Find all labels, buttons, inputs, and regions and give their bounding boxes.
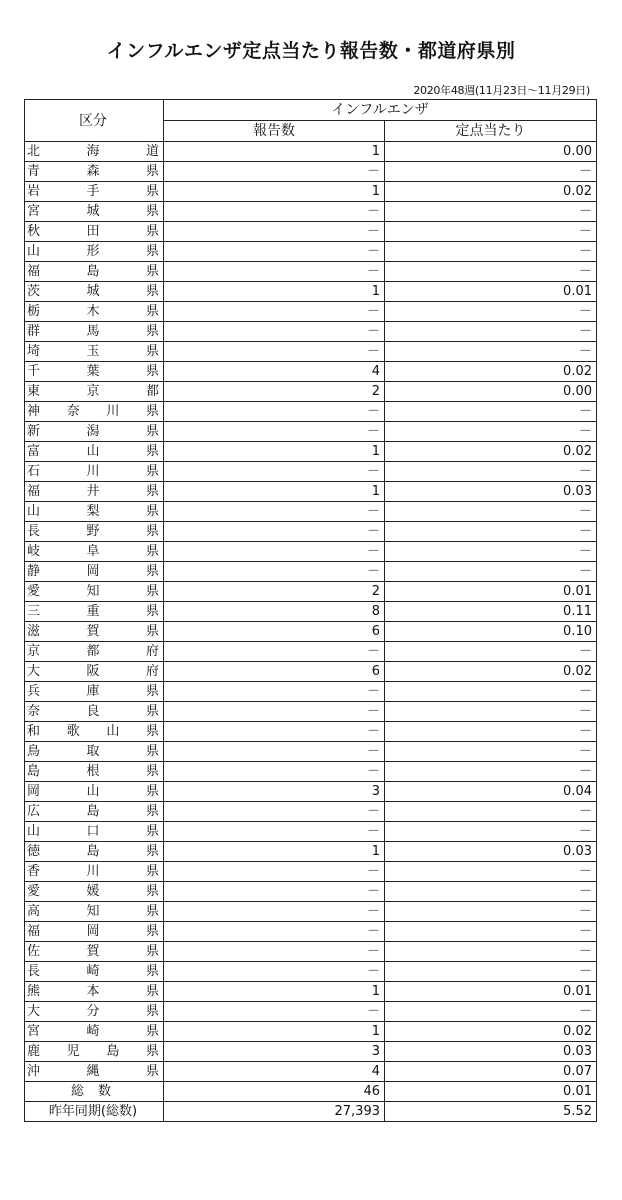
table-row xyxy=(25,562,597,582)
prefecture-name: 茨 城 県 xyxy=(25,282,164,302)
table-row xyxy=(25,422,597,442)
per-site-value: － xyxy=(385,722,597,742)
report-count: － xyxy=(164,422,385,442)
table-row xyxy=(25,522,597,542)
report-count: － xyxy=(164,702,385,722)
per-site-value: 0.01 xyxy=(385,582,597,602)
table-row xyxy=(25,762,597,782)
report-count: 8 xyxy=(164,602,385,622)
per-site-value: － xyxy=(385,402,597,422)
report-count: － xyxy=(164,322,385,342)
per-site-value: 0.02 xyxy=(385,182,597,202)
table-row xyxy=(25,282,597,302)
prefecture-name: 岩 手 県 xyxy=(25,182,164,202)
prefecture-name: 群 馬 県 xyxy=(25,322,164,342)
per-site-value: 0.00 xyxy=(385,382,597,402)
header-row-1 xyxy=(25,100,597,121)
header-per-site: 定点当たり xyxy=(385,121,597,142)
per-site-value: － xyxy=(385,242,597,262)
table-row xyxy=(25,782,597,802)
report-count: － xyxy=(164,302,385,322)
per-site-value: － xyxy=(385,682,597,702)
report-count: 1 xyxy=(164,982,385,1002)
table-row xyxy=(25,622,597,642)
prefecture-name: 青 森 県 xyxy=(25,162,164,182)
table-row xyxy=(25,902,597,922)
prefecture-name: 福 岡 県 xyxy=(25,922,164,942)
report-count: 1 xyxy=(164,282,385,302)
report-count: 1 xyxy=(164,182,385,202)
per-site-value: － xyxy=(385,962,597,982)
prefecture-name: 愛 知 県 xyxy=(25,582,164,602)
per-site-value: － xyxy=(385,462,597,482)
prefecture-name: 宮 崎 県 xyxy=(25,1022,164,1042)
per-site-value: － xyxy=(385,822,597,842)
prefecture-name: 島 根 県 xyxy=(25,762,164,782)
header-disease: インフルエンザ xyxy=(164,100,597,121)
prefecture-name: 鹿 児 島 県 xyxy=(25,1042,164,1062)
per-site-value: 0.03 xyxy=(385,1042,597,1062)
report-count: － xyxy=(164,862,385,882)
prefecture-name: 徳 島 県 xyxy=(25,842,164,862)
table-row xyxy=(25,942,597,962)
report-count: － xyxy=(164,642,385,662)
report-count: － xyxy=(164,162,385,182)
table-row xyxy=(25,342,597,362)
influenza-table xyxy=(24,99,597,1122)
report-count: － xyxy=(164,1002,385,1022)
report-count: 1 xyxy=(164,1022,385,1042)
report-count: 3 xyxy=(164,782,385,802)
report-count: － xyxy=(164,882,385,902)
table-row xyxy=(25,962,597,982)
last-year-reports: 27,393 xyxy=(164,1102,385,1122)
prefecture-name: 福 島 県 xyxy=(25,262,164,282)
report-count: － xyxy=(164,682,385,702)
table-row xyxy=(25,842,597,862)
prefecture-name: 沖 縄 県 xyxy=(25,1062,164,1082)
prefecture-name: 富 山 県 xyxy=(25,442,164,462)
prefecture-name: 北 海 道 xyxy=(25,142,164,162)
per-site-value: － xyxy=(385,1002,597,1022)
prefecture-name: 和 歌 山 県 xyxy=(25,722,164,742)
page-title: インフルエンザ定点当たり報告数・都道府県別 xyxy=(106,40,516,62)
table-row xyxy=(25,662,597,682)
table-row xyxy=(25,982,597,1002)
prefecture-name: 宮 城 県 xyxy=(25,202,164,222)
prefecture-name: 東 京 都 xyxy=(25,382,164,402)
total-label: 総数 xyxy=(25,1082,164,1102)
total-row xyxy=(25,1082,597,1102)
prefecture-name: 山 梨 県 xyxy=(25,502,164,522)
prefecture-name: 神 奈 川 県 xyxy=(25,402,164,422)
table-row xyxy=(25,1022,597,1042)
table-row xyxy=(25,162,597,182)
report-count: － xyxy=(164,402,385,422)
report-count: － xyxy=(164,562,385,582)
report-count: 6 xyxy=(164,662,385,682)
report-count: 2 xyxy=(164,582,385,602)
per-site-value: － xyxy=(385,922,597,942)
table-row xyxy=(25,882,597,902)
report-count: － xyxy=(164,822,385,842)
prefecture-name: 鳥 取 県 xyxy=(25,742,164,762)
report-count: － xyxy=(164,962,385,982)
per-site-value: 0.10 xyxy=(385,622,597,642)
prefecture-name: 佐 賀 県 xyxy=(25,942,164,962)
prefecture-name: 長 野 県 xyxy=(25,522,164,542)
report-count: － xyxy=(164,922,385,942)
per-site-value: － xyxy=(385,642,597,662)
table-row xyxy=(25,182,597,202)
table-row xyxy=(25,922,597,942)
per-site-value: － xyxy=(385,342,597,362)
per-site-value: － xyxy=(385,202,597,222)
per-site-value: 0.02 xyxy=(385,662,597,682)
report-count: － xyxy=(164,742,385,762)
report-count: － xyxy=(164,542,385,562)
prefecture-name: 千 葉 県 xyxy=(25,362,164,382)
table-row xyxy=(25,242,597,262)
prefecture-name: 奈 良 県 xyxy=(25,702,164,722)
last-year-row xyxy=(25,1102,597,1122)
period-subtitle: 2020年48週(11月23日～11月29日) xyxy=(413,84,590,97)
per-site-value: － xyxy=(385,562,597,582)
table-row xyxy=(25,322,597,342)
report-count: － xyxy=(164,462,385,482)
report-count: 6 xyxy=(164,622,385,642)
total-per-site: 0.01 xyxy=(385,1082,597,1102)
report-count: － xyxy=(164,802,385,822)
table-row xyxy=(25,642,597,662)
header-reports: 報告数 xyxy=(164,121,385,142)
table-row xyxy=(25,202,597,222)
table-row xyxy=(25,682,597,702)
table-row xyxy=(25,462,597,482)
report-count: － xyxy=(164,502,385,522)
per-site-value: － xyxy=(385,222,597,242)
per-site-value: － xyxy=(385,862,597,882)
per-site-value: － xyxy=(385,522,597,542)
table-row xyxy=(25,222,597,242)
prefecture-name: 福 井 県 xyxy=(25,482,164,502)
prefecture-name: 埼 玉 県 xyxy=(25,342,164,362)
report-count: 2 xyxy=(164,382,385,402)
per-site-value: － xyxy=(385,742,597,762)
per-site-value: 0.01 xyxy=(385,982,597,1002)
per-site-value: 0.03 xyxy=(385,482,597,502)
table-row xyxy=(25,542,597,562)
prefecture-name: 岡 山 県 xyxy=(25,782,164,802)
table-row xyxy=(25,742,597,762)
prefecture-name: 京 都 府 xyxy=(25,642,164,662)
table-row xyxy=(25,702,597,722)
prefecture-name: 静 岡 県 xyxy=(25,562,164,582)
per-site-value: 0.11 xyxy=(385,602,597,622)
per-site-value: 0.02 xyxy=(385,362,597,382)
last-year-per-site: 5.52 xyxy=(385,1102,597,1122)
per-site-value: － xyxy=(385,542,597,562)
per-site-value: － xyxy=(385,422,597,442)
report-count: 3 xyxy=(164,1042,385,1062)
prefecture-name: 熊 本 県 xyxy=(25,982,164,1002)
report-count: － xyxy=(164,222,385,242)
table-row xyxy=(25,1062,597,1082)
table-row xyxy=(25,822,597,842)
table-row xyxy=(25,602,597,622)
table-row xyxy=(25,382,597,402)
per-site-value: － xyxy=(385,942,597,962)
per-site-value: 0.07 xyxy=(385,1062,597,1082)
report-count: 1 xyxy=(164,142,385,162)
prefecture-name: 山 口 県 xyxy=(25,822,164,842)
report-count: － xyxy=(164,342,385,362)
per-site-value: － xyxy=(385,702,597,722)
prefecture-name: 三 重 県 xyxy=(25,602,164,622)
prefecture-name: 岐 阜 県 xyxy=(25,542,164,562)
table-row xyxy=(25,442,597,462)
header-region: 区分 xyxy=(25,100,164,142)
per-site-value: 0.01 xyxy=(385,282,597,302)
report-count: － xyxy=(164,522,385,542)
report-count: － xyxy=(164,942,385,962)
prefecture-name: 長 崎 県 xyxy=(25,962,164,982)
per-site-value: － xyxy=(385,762,597,782)
prefecture-name: 石 川 県 xyxy=(25,462,164,482)
per-site-value: － xyxy=(385,262,597,282)
table-row xyxy=(25,302,597,322)
prefecture-name: 兵 庫 県 xyxy=(25,682,164,702)
report-count: － xyxy=(164,902,385,922)
per-site-value: － xyxy=(385,802,597,822)
table-row xyxy=(25,582,597,602)
table-row xyxy=(25,402,597,422)
report-count: 1 xyxy=(164,482,385,502)
report-count: 4 xyxy=(164,1062,385,1082)
report-count: － xyxy=(164,722,385,742)
last-year-label: 昨年同期(総数) xyxy=(25,1102,164,1122)
report-count: － xyxy=(164,202,385,222)
prefecture-name: 大 分 県 xyxy=(25,1002,164,1022)
table-row xyxy=(25,362,597,382)
per-site-value: 0.04 xyxy=(385,782,597,802)
table-row xyxy=(25,802,597,822)
per-site-value: － xyxy=(385,882,597,902)
report-count: － xyxy=(164,762,385,782)
per-site-value: － xyxy=(385,502,597,522)
table-row xyxy=(25,142,597,162)
per-site-value: － xyxy=(385,302,597,322)
prefecture-name: 新 潟 県 xyxy=(25,422,164,442)
per-site-value: － xyxy=(385,902,597,922)
prefecture-name: 大 阪 府 xyxy=(25,662,164,682)
prefecture-name: 滋 賀 県 xyxy=(25,622,164,642)
report-count: 1 xyxy=(164,442,385,462)
table-row xyxy=(25,482,597,502)
per-site-value: 0.03 xyxy=(385,842,597,862)
prefecture-name: 香 川 県 xyxy=(25,862,164,882)
report-count: － xyxy=(164,262,385,282)
table-row xyxy=(25,862,597,882)
prefecture-name: 広 島 県 xyxy=(25,802,164,822)
prefecture-name: 山 形 県 xyxy=(25,242,164,262)
per-site-value: 0.00 xyxy=(385,142,597,162)
per-site-value: 0.02 xyxy=(385,442,597,462)
table-row xyxy=(25,1002,597,1022)
per-site-value: 0.02 xyxy=(385,1022,597,1042)
per-site-value: － xyxy=(385,162,597,182)
table-row xyxy=(25,1042,597,1062)
table-row xyxy=(25,262,597,282)
prefecture-name: 愛 媛 県 xyxy=(25,882,164,902)
prefecture-name: 高 知 県 xyxy=(25,902,164,922)
table-row xyxy=(25,502,597,522)
report-count: 4 xyxy=(164,362,385,382)
per-site-value: － xyxy=(385,322,597,342)
report-count: － xyxy=(164,242,385,262)
total-reports: 46 xyxy=(164,1082,385,1102)
prefecture-name: 栃 木 県 xyxy=(25,302,164,322)
report-count: 1 xyxy=(164,842,385,862)
table-row xyxy=(25,722,597,742)
prefecture-name: 秋 田 県 xyxy=(25,222,164,242)
